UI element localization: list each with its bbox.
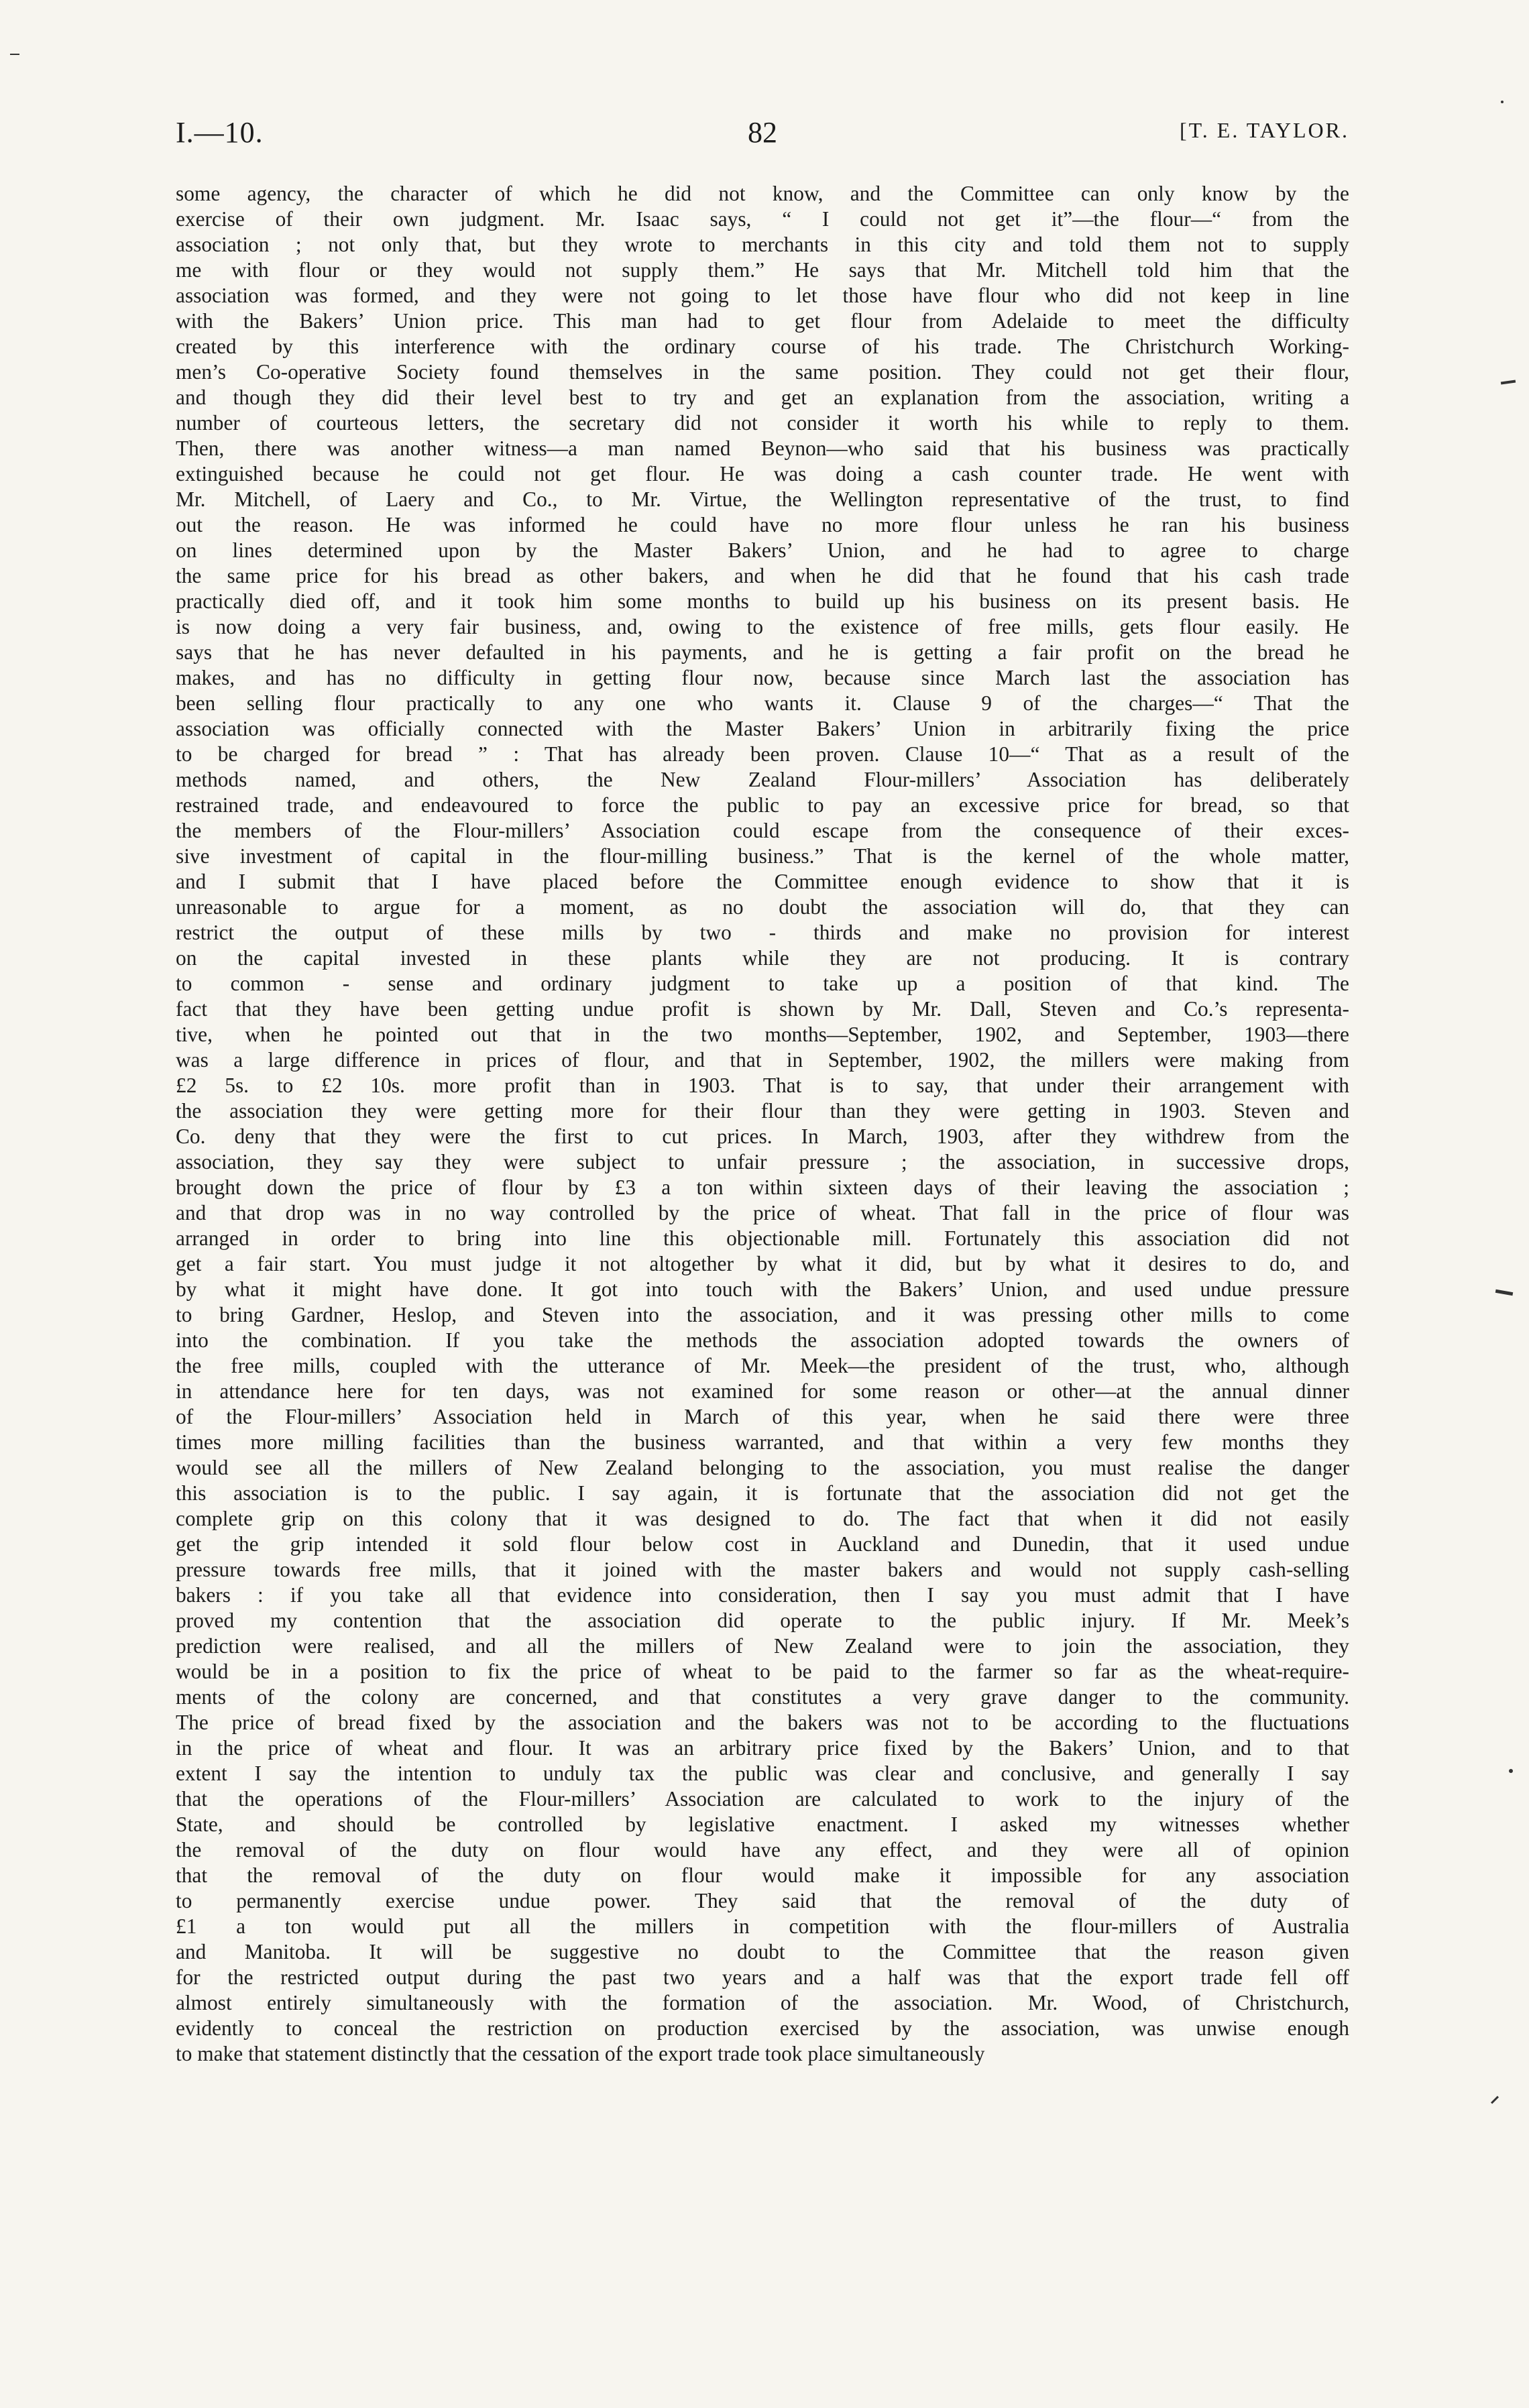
margin-mark	[1509, 1769, 1513, 1773]
margin-mark	[10, 54, 19, 55]
text-line: by what it might have done. It got into touch with the Bakers’ Union, and used undue pressure	[176, 1277, 1349, 1301]
text-line: extinguished because he could not get flour. He was doing a cash counter trade. He went with	[176, 462, 1349, 485]
text-line: association, they say they were subject to unfair pressure ; the association, in successive drops,	[176, 1150, 1349, 1173]
text-line: says that he has never defaulted in his payments, and he is getting a fair profit on the bread he	[176, 640, 1349, 664]
margin-mark	[1491, 2096, 1499, 2104]
text-line: to common - sense and ordinary judgment to take up a position of that kind. The	[176, 972, 1349, 995]
text-line: the association they were getting more for their flour than they were getting in 1903. Steven and	[176, 1099, 1349, 1123]
page-number: 82	[748, 116, 777, 149]
parliamentary-paper-reference: I.—10.	[176, 116, 264, 149]
text-line: bakers : if you take all that evidence into consideration, then I say you must admit that I have	[176, 1583, 1349, 1607]
text-line: for the restricted output during the past two years and a half was that the export trade fell off	[176, 1965, 1349, 1989]
text-line: in the price of wheat and flour. It was an arbitrary price fixed by the Bakers’ Union, and to that	[176, 1736, 1349, 1760]
text-line: Co. deny that they were the first to cut prices. In March, 1903, after they withdrew from the	[176, 1125, 1349, 1148]
text-line: exercise of their own judgment. Mr. Isaac says, “ I could not get it”—the flour—“ from the	[176, 207, 1349, 231]
text-line: was a large difference in prices of flour, and that in September, 1902, the millers were making from	[176, 1048, 1349, 1072]
text-line: get a fair start. You must judge it not altogether by what it did, but by what it desires to do, and	[176, 1252, 1349, 1275]
text-line: association was formed, and they were not going to let those have flour who did not keep in line	[176, 284, 1349, 307]
text-line: ments of the colony are concerned, and that constitutes a very grave danger to the community.	[176, 1685, 1349, 1709]
text-line: men’s Co-operative Society found themselves in the same position. They could not get their flour,	[176, 360, 1349, 384]
text-line: the members of the Flour-millers’ Association could escape from the consequence of their exces-	[176, 819, 1349, 842]
text-line: to bring Gardner, Heslop, and Steven into the association, and it was pressing other mills to come	[176, 1303, 1349, 1326]
margin-mark	[1495, 1289, 1513, 1296]
text-line: association ; not only that, but they wrote to merchants in this city and told them not to supply	[176, 233, 1349, 256]
text-line: would be in a position to fix the price of wheat to be paid to the farmer so far as the wheat-require-	[176, 1660, 1349, 1683]
text-line: makes, and has no difficulty in getting flour now, because since March last the association has	[176, 666, 1349, 689]
text-line: restrict the output of these mills by two - thirds and make no provision for interest	[176, 921, 1349, 944]
text-line: with the Bakers’ Union price. This man had to get flour from Adelaide to meet the difficulty	[176, 309, 1349, 333]
text-line: Mr. Mitchell, of Laery and Co., to Mr. Virtue, the Wellington representative of the trust, to find	[176, 488, 1349, 511]
text-line: and I submit that I have placed before the Committee enough evidence to show that it is	[176, 870, 1349, 893]
text-line: me with flour or they would not supply them.” He says that Mr. Mitchell told him that the	[176, 258, 1349, 282]
text-line: the removal of the duty on flour would have any effect, and they were all of opinion	[176, 1838, 1349, 1861]
text-line: into the combination. If you take the methods the association adopted towards the owners of	[176, 1328, 1349, 1352]
text-line: Then, there was another witness—a man named Beynon—who said that his business was practically	[176, 437, 1349, 460]
text-line: almost entirely simultaneously with the formation of the association. Mr. Wood, of Christchurch,	[176, 1991, 1349, 2014]
text-line: sive investment of capital in the flour-milling business.” That is the kernel of the whole matter,	[176, 844, 1349, 868]
text-line: and that drop was in no way controlled by the price of wheat. That fall in the price of flour was	[176, 1201, 1349, 1224]
text-line: to make that statement distinctly that the cessation of the export trade took place simultaneously	[176, 2042, 985, 2065]
text-line: and Manitoba. It will be suggestive no doubt to the Committee that the reason given	[176, 1940, 1349, 1963]
text-line: arranged in order to bring into line this objectionable mill. Fortunately this association did not	[176, 1226, 1349, 1250]
text-line: complete grip on this colony that it was designed to do. The fact that when it did not easily	[176, 1507, 1349, 1530]
text-line: out the reason. He was informed he could have no more flour unless he ran his business	[176, 513, 1349, 536]
text-line: number of courteous letters, the secretary did not consider it worth his while to reply to them.	[176, 411, 1349, 435]
text-line: evidently to conceal the restriction on production exercised by the association, was unwise enough	[176, 2016, 1349, 2040]
text-line: times more milling facilities than the business warranted, and that within a very few months they	[176, 1430, 1349, 1454]
text-line: in attendance here for ten days, was not examined for some reason or other—at the annual dinner	[176, 1379, 1349, 1403]
text-line: would see all the millers of New Zealand belonging to the association, you must realise the danger	[176, 1456, 1349, 1479]
body-text	[176, 181, 1349, 2067]
text-line: The price of bread fixed by the association and the bakers was not to be according to the fluctuations	[176, 1711, 1349, 1734]
text-line: get the grip intended it sold flour below cost in Auckland and Dunedin, that it used undue	[176, 1532, 1349, 1556]
text-line: restrained trade, and endeavoured to force the public to pay an excessive price for bread, so that	[176, 793, 1349, 817]
text-line: created by this interference with the ordinary course of his trade. The Christchurch Working-	[176, 335, 1349, 358]
text-line: brought down the price of flour by £3 a ton within sixteen days of their leaving the association ;	[176, 1176, 1349, 1199]
text-line: and though they did their level best to try and get an explanation from the association, writing a	[176, 386, 1349, 409]
text-line: proved my contention that the association did operate to the public injury. If Mr. Meek’s	[176, 1609, 1349, 1632]
text-line: that the operations of the Flour-millers’ Association are calculated to work to the injury of the	[176, 1787, 1349, 1811]
margin-mark	[1501, 101, 1504, 103]
text-line: this association is to the public. I say again, it is fortunate that the association did not get the	[176, 1481, 1349, 1505]
text-line: practically died off, and it took him some months to build up his business on its present basis. He	[176, 589, 1349, 613]
text-line: methods named, and others, the New Zealand Flour-millers’ Association has deliberately	[176, 768, 1349, 791]
text-line: association was officially connected with the Master Bakers’ Union in arbitrarily fixing the price	[176, 717, 1349, 740]
page-header	[176, 115, 1349, 162]
text-line: of the Flour-millers’ Association held in March of this year, when he said there were three	[176, 1405, 1349, 1428]
text-line: is now doing a very fair business, and, owing to the existence of free mills, gets flour easily. He	[176, 615, 1349, 638]
text-line: some agency, the character of which he did not know, and the Committee can only know by the	[176, 182, 1349, 205]
text-line: unreasonable to argue for a moment, as no doubt the association will do, that they can	[176, 895, 1349, 919]
text-line: extent I say the intention to unduly tax the public was clear and conclusive, and generally I say	[176, 1762, 1349, 1785]
margin-mark	[1501, 380, 1516, 384]
text-line: pressure towards free mills, that it joined with the master bakers and would not supply cash-selling	[176, 1558, 1349, 1581]
text-line: tive, when he pointed out that in the two months—September, 1902, and September, 1903—there	[176, 1023, 1349, 1046]
text-line: the free mills, coupled with the utterance of Mr. Meek—the president of the trust, who, although	[176, 1354, 1349, 1377]
text-line: the same price for his bread as other bakers, and when he did that he found that his cash trade	[176, 564, 1349, 587]
text-line: on lines determined upon by the Master Bakers’ Union, and he had to agree to charge	[176, 538, 1349, 562]
text-line: State, and should be controlled by legislative enactment. I asked my witnesses whether	[176, 1813, 1349, 1836]
text-line: to permanently exercise undue power. They said that the removal of the duty of	[176, 1889, 1349, 1912]
text-line: to be charged for bread ” : That has already been proven. Clause 10—“ That as a result of the	[176, 742, 1349, 766]
text-line: prediction were realised, and all the millers of New Zealand were to join the association, they	[176, 1634, 1349, 1658]
text-line: £2 5s. to £2 10s. more profit than in 1903. That is to say, that under their arrangement with	[176, 1074, 1349, 1097]
text-line: £1 a ton would put all the millers in competition with the flour-millers of Australia	[176, 1914, 1349, 1938]
speaker-name: [T. E. TAYLOR.	[1179, 118, 1349, 142]
text-line: that the removal of the duty on flour would make it impossible for any association	[176, 1864, 1349, 1887]
text-line: been selling flour practically to any one who wants it. Clause 9 of the charges—“ That the	[176, 691, 1349, 715]
text-line: fact that they have been getting undue profit is shown by Mr. Dall, Steven and Co.’s representa-	[176, 997, 1349, 1021]
text-line: on the capital invested in these plants while they are not producing. It is contrary	[176, 946, 1349, 970]
